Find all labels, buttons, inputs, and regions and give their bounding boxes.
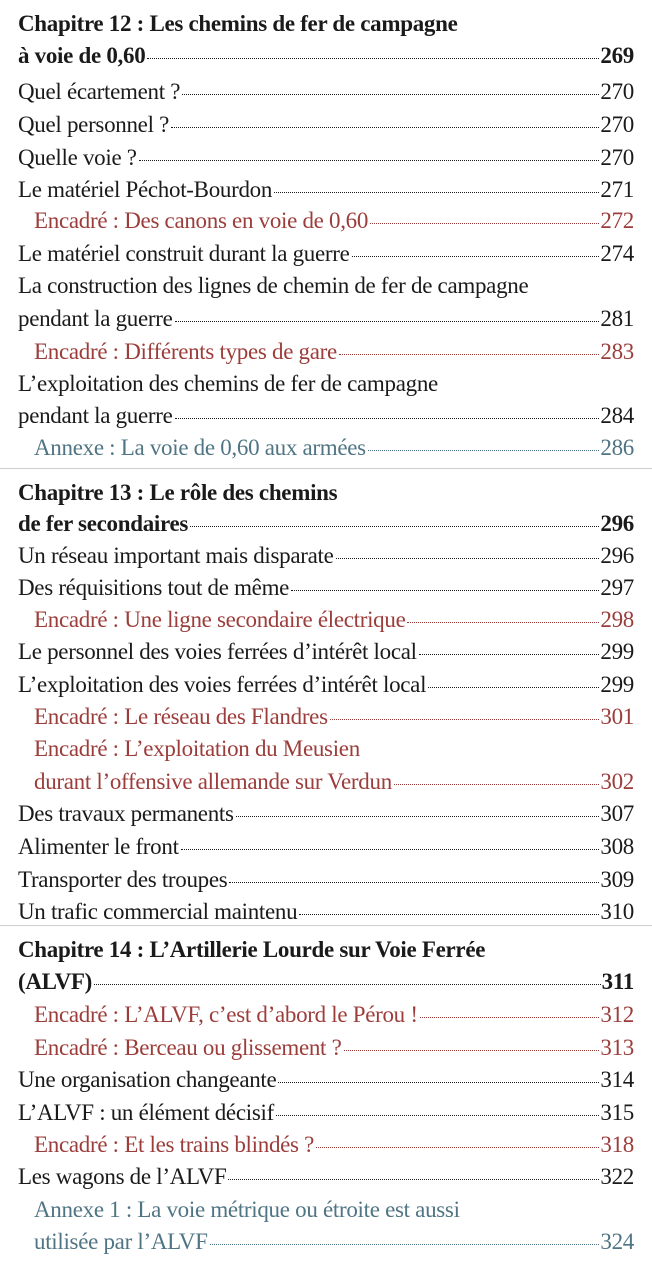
page-number: 283: [600, 339, 634, 364]
dot-leader: [139, 160, 600, 161]
dot-leader: [94, 984, 601, 985]
chapter-heading: [18, 966, 634, 998]
page-number: 301: [600, 704, 634, 729]
chapter-heading: [18, 40, 634, 72]
entry-title: utilisée par l’ALVF: [34, 1229, 208, 1254]
entry-title: (ALVF): [18, 969, 93, 994]
page-number: 271: [600, 177, 634, 202]
encadre-entry: [34, 205, 634, 237]
page-number: 310: [600, 899, 634, 924]
toc-entry: [18, 76, 634, 108]
toc-entry: [18, 831, 634, 863]
dot-leader: [229, 882, 599, 883]
encadre-entry: [34, 1032, 634, 1064]
page-number: 311: [601, 969, 634, 994]
encadre-entry: [34, 766, 634, 798]
dot-leader: [394, 784, 599, 785]
entry-title: Les wagons de l’ALVF: [18, 1164, 227, 1189]
dot-leader: [236, 816, 600, 817]
page-number: 299: [600, 639, 634, 664]
entry-title: Chapitre 13 : Le rôle des chemins: [18, 480, 338, 505]
toc-entry: [18, 400, 634, 432]
toc-entry: [18, 174, 634, 206]
page-number: 270: [600, 112, 634, 137]
dot-leader: [175, 321, 600, 322]
page-number: 270: [600, 145, 634, 170]
page-number: 299: [600, 672, 634, 697]
toc-entry: [18, 636, 634, 668]
dot-leader: [407, 622, 599, 623]
page-number: 302: [600, 769, 634, 794]
page-number: 314: [600, 1067, 634, 1092]
entry-title: Le matériel Péchot-Bourdon: [18, 177, 273, 202]
entry-title: Chapitre 14 : L’Artillerie Lourde sur Voie Ferrée: [18, 937, 486, 962]
page-number: 296: [600, 543, 634, 568]
entry-title: pendant la guerre: [18, 403, 173, 428]
toc-entry: [18, 896, 634, 928]
page-number: 274: [600, 241, 634, 266]
entry-title: Alimenter le front: [18, 834, 179, 859]
entry-title: Chapitre 12 : Les chemins de fer de campagne: [18, 11, 458, 36]
entry-title: Des travaux permanents: [18, 801, 234, 826]
entry-title: Des réquisitions tout de même: [18, 575, 290, 600]
dot-leader: [370, 223, 599, 224]
entry-title: Quel écartement ?: [18, 79, 181, 104]
dot-leader: [299, 914, 599, 915]
page-number: 308: [600, 834, 634, 859]
entry-title: Un trafic commercial maintenu: [18, 899, 298, 924]
annexe-entry: [34, 432, 634, 464]
toc-entry: [18, 669, 634, 701]
dot-leader: [419, 654, 600, 655]
page-number: 298: [600, 607, 634, 632]
dot-leader: [171, 127, 599, 128]
dot-leader: [316, 1147, 599, 1148]
page-number: 324: [600, 1229, 634, 1254]
entry-title: Le personnel des voies ferrées d’intérêt local: [18, 639, 417, 664]
dot-leader: [276, 1115, 599, 1116]
dot-leader: [190, 526, 599, 527]
entry-title: Encadré : Et les trains blindés ?: [34, 1132, 315, 1157]
encadre-entry: [34, 999, 634, 1031]
page-number: 272: [600, 208, 634, 233]
entry-title: Quel personnel ?: [18, 112, 170, 137]
chapter-heading: [18, 477, 337, 509]
dot-leader: [175, 418, 600, 419]
chapter-heading: [18, 508, 634, 540]
dot-leader: [339, 354, 599, 355]
page-number: 309: [600, 867, 634, 892]
dot-leader: [336, 558, 600, 559]
dot-leader: [181, 849, 600, 850]
encadre-entry: [34, 1129, 634, 1161]
page-number: 318: [600, 1132, 634, 1157]
dot-leader: [274, 192, 599, 193]
dot-leader: [210, 1244, 600, 1245]
entry-title: Encadré : Une ligne secondaire électrique: [34, 607, 406, 632]
dot-leader: [228, 1179, 599, 1180]
entry-title: pendant la guerre: [18, 306, 173, 331]
encadre-entry: [34, 336, 634, 368]
entry-title: Encadré : Le réseau des Flandres: [34, 704, 328, 729]
chapter-heading: [18, 8, 458, 40]
toc-entry: [18, 109, 634, 141]
entry-title: L’ALVF : un élément décisif: [18, 1100, 274, 1125]
entry-title: Annexe : La voie de 0,60 aux armées: [34, 435, 366, 460]
annexe-entry: [34, 1226, 634, 1258]
chapter-heading: [18, 934, 485, 966]
entry-title: La construction des lignes de chemin de fer de campagne: [18, 273, 529, 298]
encadre-entry: [34, 604, 634, 636]
dot-leader: [330, 719, 600, 720]
page-number: 322: [600, 1164, 634, 1189]
dot-leader: [182, 94, 599, 95]
page-number: 284: [600, 403, 634, 428]
dot-leader: [291, 590, 599, 591]
toc-entry: [18, 798, 634, 830]
entry-title: L’exploitation des chemins de fer de campagne: [18, 371, 438, 396]
entry-title: de fer secondaires: [18, 511, 189, 536]
dot-leader: [352, 256, 600, 257]
dot-leader: [420, 1017, 600, 1018]
toc-entry: [18, 368, 438, 400]
entry-title: Transporter des troupes: [18, 867, 228, 892]
section-divider: [0, 468, 652, 469]
page-number: 312: [600, 1002, 634, 1027]
dot-leader: [344, 1050, 600, 1051]
page-number: 307: [600, 801, 634, 826]
toc-entry: [18, 1064, 634, 1096]
entry-title: Un réseau important mais disparate: [18, 543, 334, 568]
entry-title: Encadré : L’exploitation du Meusien: [34, 736, 360, 761]
entry-title: L’exploitation des voies ferrées d’intérêt local: [18, 672, 427, 697]
entry-title: Le matériel construit durant la guerre: [18, 241, 350, 266]
entry-title: Encadré : Des canons en voie de 0,60: [34, 208, 369, 233]
toc-entry: [18, 572, 634, 604]
dot-leader: [147, 58, 599, 59]
toc-entry: [18, 142, 634, 174]
page-number: 281: [600, 306, 634, 331]
dot-leader: [278, 1082, 599, 1083]
encadre-entry: [34, 733, 360, 765]
page-number: 296: [600, 511, 634, 536]
page-number: 313: [600, 1035, 634, 1060]
entry-title: durant l’offensive allemande sur Verdun: [34, 769, 392, 794]
entry-title: Annexe 1 : La voie métrique ou étroite est aussi: [34, 1197, 460, 1222]
toc-entry: [18, 540, 634, 572]
entry-title: Encadré : Berceau ou glissement ?: [34, 1035, 342, 1060]
toc-entry: [18, 1161, 634, 1193]
toc-entry: [18, 864, 634, 896]
page-number: 286: [600, 435, 634, 460]
toc-entry: [18, 1097, 634, 1129]
toc-entry: [18, 270, 528, 302]
dot-leader: [428, 687, 599, 688]
entry-title: Encadré : L’ALVF, c’est d’abord le Pérou !: [34, 1002, 418, 1027]
toc-entry: [18, 303, 634, 335]
entry-title: à voie de 0,60: [18, 43, 146, 68]
page-number: 269: [600, 43, 634, 68]
entry-title: Encadré : Différents types de gare: [34, 339, 337, 364]
encadre-entry: [34, 701, 634, 733]
page-number: 315: [600, 1100, 634, 1125]
entry-title: Quelle voie ?: [18, 145, 137, 170]
toc-entry: [18, 238, 634, 270]
entry-title: Une organisation changeante: [18, 1067, 277, 1092]
page-number: 297: [600, 575, 634, 600]
dot-leader: [368, 450, 600, 451]
page-number: 270: [600, 79, 634, 104]
annexe-entry: [34, 1194, 460, 1226]
